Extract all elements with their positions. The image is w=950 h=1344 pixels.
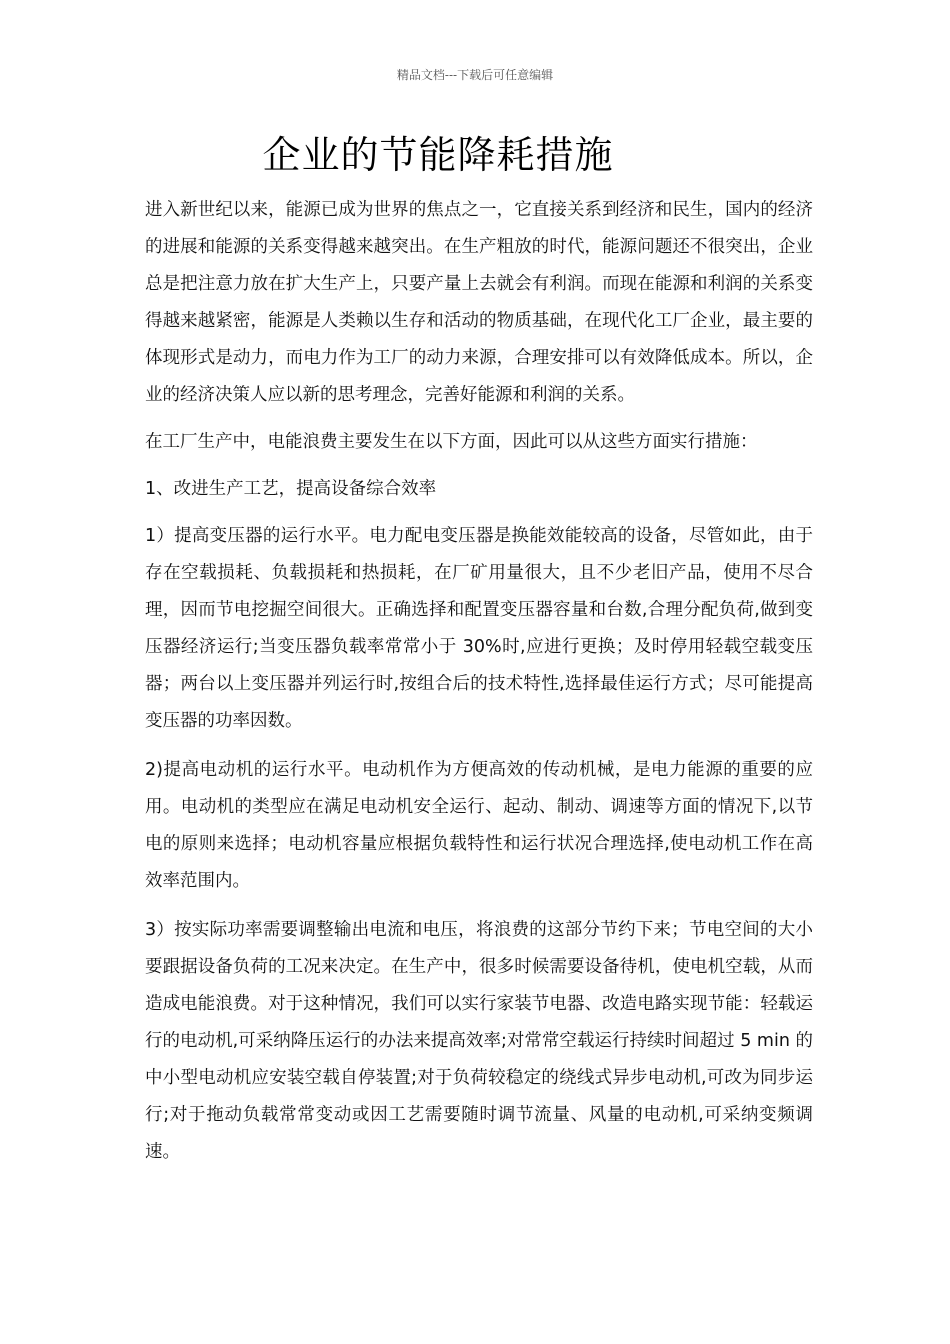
document-title: 企业的节能降耗措施 <box>262 133 614 177</box>
section-heading: 1、改进生产工艺，提高设备综合效率 <box>145 479 437 499</box>
paragraph-intro: 进入新世纪以来，能源已成为世界的焦点之一，它直接关系到经济和民生，国内的经济的进展和能源的关系变得越来越突出。在生产粗放的时代，能源问题还不很突出，企业总是把注意力放在扩大生产上，只要产量上去就会有利润。而现在能源和利润的关系变得越来越紧密，能源是人类赖以生存和活动的物质基础，在现代化工厂企业，最主要的体现形式是动力，而电力作为工厂的动力来源，合理安排可以有效降低成本。所以，企业的经济决策人应以新的思考理念，完善好能源和利润的关系。 <box>145 200 813 405</box>
page-header: 精品文档---下载后可任意编辑 <box>396 68 554 82</box>
paragraph-motor: 2)提高电动机的运行水平。电动机作为方便高效的传动机械，是电力能源的重要的应用。电动机的类型应在满足电动机安全运行、起动、制动、调速等方面的情况下,以节电的原则来选择；电动机容量应根据负载特性和运行状况合理选择,使电动机工作在高效率范围内。 <box>145 760 813 891</box>
paragraph-transformer: 1）提高变压器的运行水平。电力配电变压器是换能效能较高的设备，尽管如此，由于存在空载损耗、负载损耗和热损耗，在厂矿用量很大，且不少老旧产品，使用不尽合理，因而节电挖掘空间很大。正确选择和配置变压器容量和台数,合理分配负荷,做到变压器经济运行;当变压器负载率常常小于 30%时,应进行更换；及时停用轻载空载变压器；两台以上变压器并列运行时,按组合后的技术特性,选择最佳运行方式；尽可能提高变压器的功率因数。 <box>145 526 813 731</box>
document-body <box>145 192 813 1183</box>
paragraph-adjust-output: 3）按实际功率需要调整输出电流和电压，将浪费的这部分节约下来；节电空间的大小要跟据设备负荷的工况来决定。在生产中，很多时候需要设备待机，使电机空载，从而造成电能浪费。对于这种情况，我们可以实行家装节电器、改造电路实现节能：轻载运行的电动机,可采纳降压运行的办法来提高效率;对常常空载运行持续时间超过 5 min 的中小型电动机应安装空载自停装置;对于负荷较稳定的绕线式异步电动机,可改为同步运行;对于拖动负载常常变动或因工艺需要随时调节流量、风量的电动机,可采纳变频调速。 <box>145 920 813 1162</box>
paragraph-overview: 在工厂生产中，电能浪费主要发生在以下方面，因此可以从这些方面实行措施： <box>145 432 758 452</box>
